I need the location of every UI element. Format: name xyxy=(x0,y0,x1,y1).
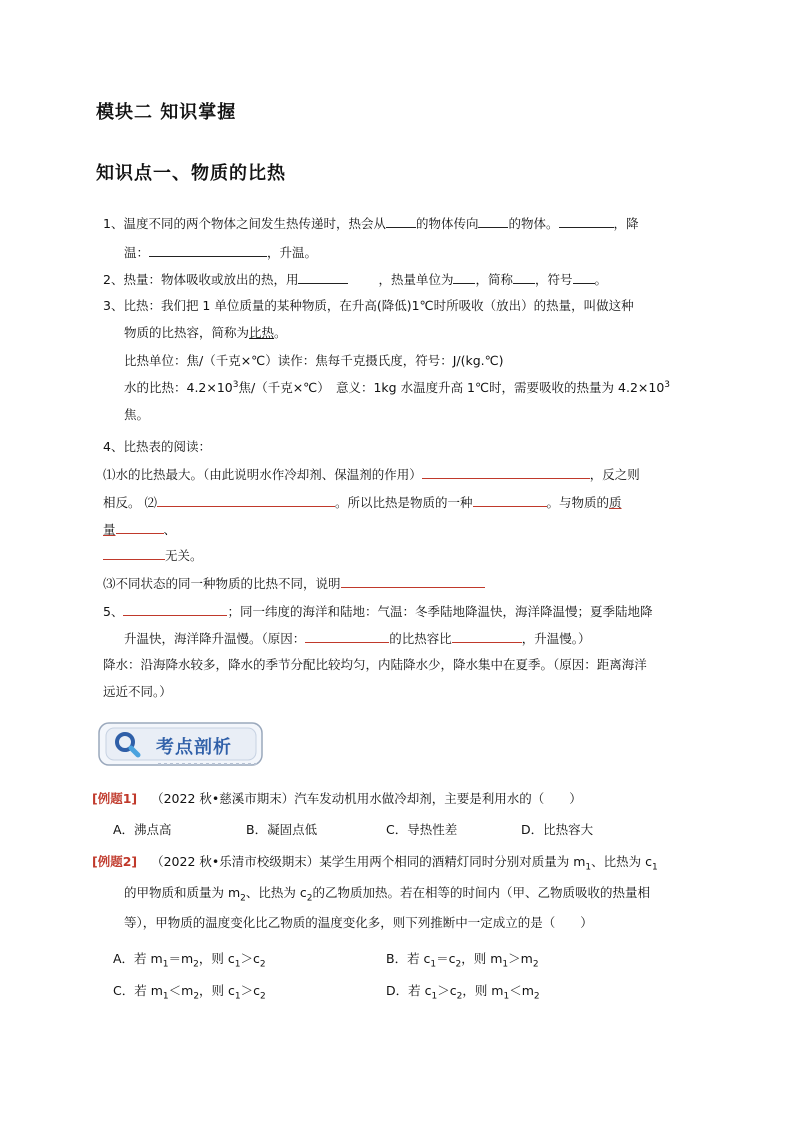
blank xyxy=(473,493,547,507)
item5-line2: 升温快，海洋降升温慢。（原因： 的比热容比 ，升温慢。） xyxy=(124,631,591,646)
example1-option-b: B．凝固点低 xyxy=(246,822,318,837)
blank xyxy=(452,629,522,643)
example1-option-c: C．导热性差 xyxy=(386,822,458,837)
blank xyxy=(478,214,508,228)
example2-tag: [例题2] xyxy=(92,854,138,869)
example2-line3: 等），甲物质的温度变化比乙物质的温度变化多，则下列推断中一定成立的是（ ） xyxy=(124,915,593,930)
item3-water: 水的比热：$4.2\times 10^3$焦/（千克×℃） 意义：1kg 水温度升高 1℃时，需要吸收的热量为 $4.2\times 10^3$ xyxy=(124,379,671,395)
item3-line2: 物质的比热容，简称为比热。 xyxy=(124,325,287,340)
item1-line1: 1、温度不同的两个物体之间发生热传递时，热会从 的物体传向 的物体。 ，降 xyxy=(103,216,639,231)
example2-option-c: C．若 $m_1<m_2$，则 $c_1>c_2$ xyxy=(113,983,266,1002)
blank xyxy=(116,520,164,534)
item3-unit: 比热单位：焦/（千克×℃）读作：焦每千克摄氏度，符号：J/(kg.℃) xyxy=(124,353,504,368)
example1-tag: [例题1] xyxy=(92,791,138,806)
item4-title: 4、比热表的阅读： xyxy=(103,439,211,454)
blank xyxy=(157,493,335,507)
example2-line1: [例题2] （2022 秋•乐清市校级期末）某学生用两个相同的酒精灯同时分别对质量为 $m_1$、比热为 $c_1$ xyxy=(92,854,658,873)
item3-line1: 3、比热：我们把 1 单位质量的某种物质，在升高(降低)1℃时所吸收（放出）的热量，叫做这种 xyxy=(103,298,634,313)
item5-line1: 5、 ；同一纬度的海洋和陆地：气温：冬季陆地降温快，海洋降温慢；夏季陆地降 xyxy=(103,604,653,619)
blank xyxy=(341,574,485,588)
item1-line2: 温： ，升温。 xyxy=(124,245,318,260)
blank xyxy=(298,270,348,284)
item3-water-end: 焦。 xyxy=(124,407,150,422)
blank xyxy=(386,214,416,228)
item2-line: 2、热量：物体吸收或放出的热，用 ，热量单位为 ，简称 ，符号 。 xyxy=(103,272,608,287)
blank xyxy=(453,270,475,284)
blank xyxy=(573,270,595,284)
section-title: 知识点一、物质的比热 xyxy=(96,163,286,184)
example2-line2: 的甲物质和质量为 $m_2$、比热为 $c_2$的乙物质加热。若在相等的时间内（甲、乙物质吸收的热量相 xyxy=(124,885,650,904)
blank xyxy=(559,214,614,228)
banner-label: 考点剖析 xyxy=(156,737,232,758)
example2-option-d: D．若 $c_1>c_2$，则 $m_1<m_2$ xyxy=(386,983,540,1002)
item4-line4: 无关。 xyxy=(103,546,203,565)
item4-line1: ⑴水的比热最大。（由此说明水作冷却剂、保温剂的作用） ，反之则 xyxy=(103,467,640,482)
item5-line4: 远近不同。） xyxy=(103,684,172,699)
example2-option-a: A．若 $m_1=m_2$，则 $c_1>c_2$ xyxy=(113,951,266,970)
blank xyxy=(422,465,590,479)
item4-line2: 相反。 ⑵ 。所以比热是物质的一种 。与物质的质 xyxy=(103,495,622,510)
example1-option-d: D．比热容大 xyxy=(521,822,594,837)
example1-option-a: A．沸点高 xyxy=(113,822,172,837)
blank xyxy=(123,602,227,616)
example1-question: [例题1] （2022 秋•慈溪市期末）汽车发动机用水做冷却剂，主要是利用水的（ ） xyxy=(92,791,582,806)
item4-line3: 量 、 xyxy=(103,522,177,537)
blank xyxy=(305,629,389,643)
item5-line3: 降水：沿海降水较多，降水的季节分配比较均匀，内陆降水少，降水集中在夏季。（原因：距离海洋 xyxy=(103,657,647,672)
item4-line5: ⑶不同状态的同一种物质的比热不同，说明 xyxy=(103,574,485,593)
search-icon xyxy=(112,729,142,759)
blank xyxy=(513,270,535,284)
blank xyxy=(149,243,267,257)
analysis-banner xyxy=(98,720,264,768)
module-title: 模块二 知识掌握 xyxy=(96,102,237,123)
example2-option-b: B．若 $c_1=c_2$，则 $m_1>m_2$ xyxy=(386,951,539,970)
blank xyxy=(103,546,165,560)
